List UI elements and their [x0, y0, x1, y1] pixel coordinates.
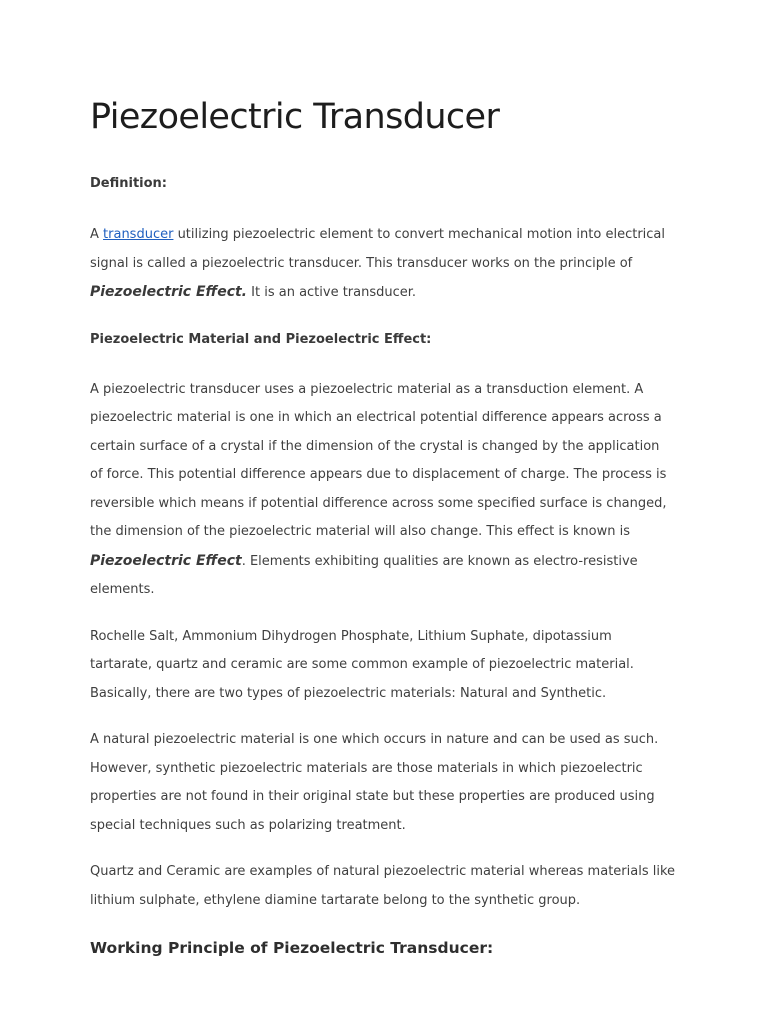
definition-text-start: A [90, 227, 104, 242]
material-paragraph-1 [90, 376, 676, 605]
transducer-link[interactable]: transducer [103, 227, 174, 242]
working-principle-heading: Working Principle of Piezoelectric Transducer: [90, 939, 494, 957]
definition-text-middle: utilizing piezoelectric element to convert mechanical motion into electrical signal is called a piezoelectric transducer. This transducer works on the principle of [90, 227, 665, 271]
material-paragraph-3: A natural piezoelectric material is one which occurs in nature and can be used as such. However, synthetic piezoelectric materials are those materials in which piezoelectric properties are not found in their original state but these properties are produced using special techniques such as polarizing treatment. [90, 732, 659, 833]
definition-paragraph [90, 221, 676, 308]
material-paragraph-2: Rochelle Salt, Ammonium Dihydrogen Phosphate, Lithium Suphate, dipotassium tartarate, quartz and ceramic are some common example of piezoelectric material. Basically, there are two types of piezoelectric materials: Natural and Synthetic. [90, 628, 634, 701]
material-paragraph-4: Quartz and Ceramic are examples of natural piezoelectric material whereas materials like lithium sulphate, ethylene diamine tartarate belong to the synthetic group. [90, 864, 676, 908]
material-paragraph-1-text: A piezoelectric transducer uses a piezoelectric material as a transduction element. A piezoelectric material is one in which an electrical potential difference appears across a certain surface of a crystal if the dimension of the crystal is changed by the application of force. This potential difference appears due to displacement of charge. The process is reversible which means if potential difference across some specified surface is changed, the dimension of the piezoelectric material will also change. This effect is known is [90, 381, 667, 539]
definition-heading: Definition: [90, 176, 168, 191]
piezoelectric-effect-emphasis-2: Piezoelectric Effect [90, 552, 242, 569]
piezoelectric-effect-emphasis: Piezoelectric Effect. [90, 284, 248, 300]
material-section-heading: Piezoelectric Material and Piezoelectric Effect: [90, 331, 432, 347]
definition-text-end: It is an active transducer. [247, 285, 417, 300]
material-paragraph-1-end: . Elements exhibiting qualities are known as electro-resistive elements. [90, 553, 638, 597]
page-title: Piezoelectric Transducer [90, 97, 500, 137]
